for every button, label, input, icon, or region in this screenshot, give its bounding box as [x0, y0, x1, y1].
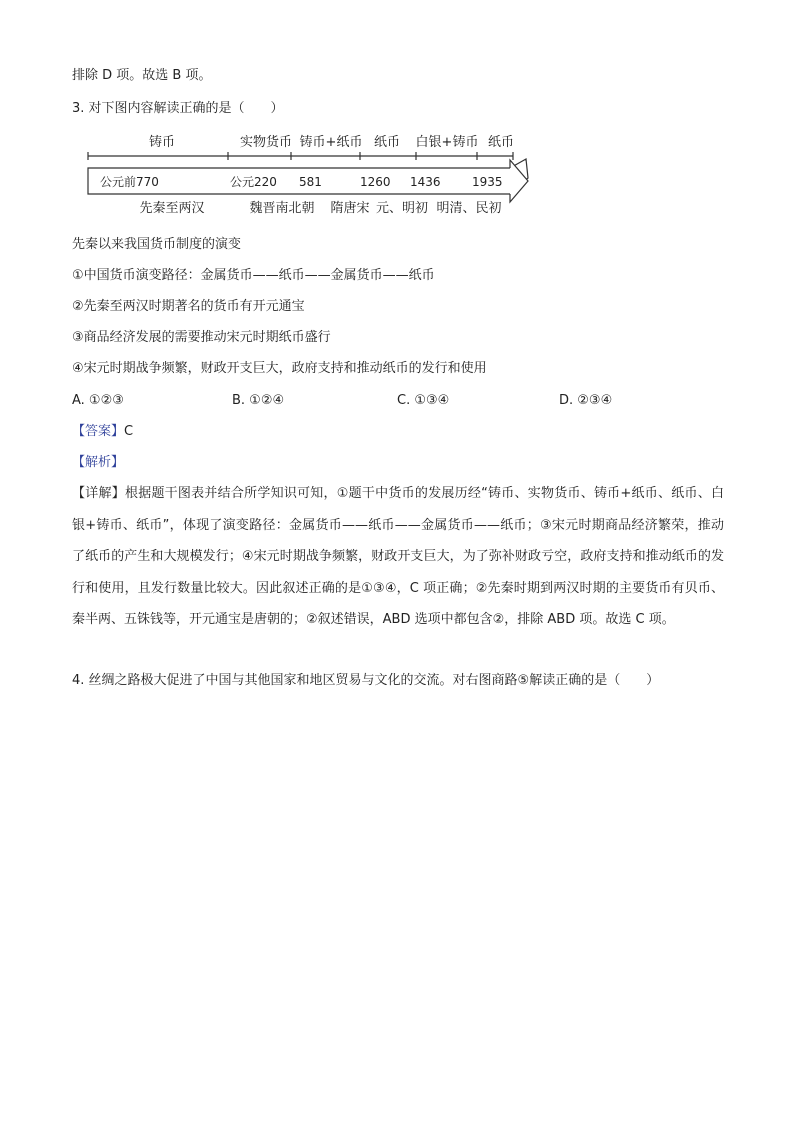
timeline-arrow-head [510, 160, 528, 202]
period-label: 隋唐宋 [330, 201, 370, 216]
option-b: B. ①②④ [232, 393, 285, 408]
period-label: 明清、民初 [436, 201, 502, 216]
previous-answer-tail: 排除 D 项。故选 B 项。 [72, 68, 212, 83]
year-label: 公元220 [230, 175, 277, 189]
currency-label: 实物货币 [239, 135, 293, 150]
period-label: 元、明初 [375, 201, 429, 216]
option-a: A. ①②③ [72, 393, 124, 408]
currency-label: 纸币 [487, 135, 515, 150]
detail-text: 根据题干图表并结合所学知识可知，①题干中货币的发展历经“铸币、实物货币、铸币+纸币、纸币、白银+铸币、纸币”，体现了演变路径：金属货币——纸币——金属货币——纸币；③宋元时期商品经济繁荣，推动了纸币的产生和大规模发行；④宋元时期战争频繁，财政开支巨大，为了弥补财政亏空，政府支持和推动纸币的发行和使用，且发行数量比较大。因此叙述正确的是①③④，C 项正确；②先秦时期到两汉时期的主要货币有贝币、秦半两、五铢钱等，开元通宝是唐朝的；②叙述错误，ABD 选项中都包含②，排除 ABD 项。故选 C 项。 [72, 486, 724, 627]
statement-1: ①中国货币演变路径：金属货币——纸币——金属货币——纸币 [72, 268, 435, 283]
figure-caption: 先秦以来我国货币制度的演变 [72, 237, 242, 252]
year-label: 1436 [410, 175, 441, 189]
question-3-stem: 3. 对下图内容解读正确的是（ ） [72, 101, 284, 116]
currency-label: 纸币 [373, 135, 401, 150]
year-label: 公元前770 [100, 175, 159, 189]
currency-timeline-figure [80, 128, 550, 218]
currency-label: 铸币+纸币 [299, 135, 363, 150]
period-label: 先秦至两汉 [139, 201, 205, 216]
currency-label: 白银+铸币 [415, 135, 479, 150]
currency-label: 铸币 [148, 135, 176, 150]
question-4-stem: 4. 丝绸之路极大促进了中国与其他国家和地区贸易与文化的交流。对右图商路⑤解读正确的是（ ） [72, 673, 660, 688]
answer-value: C [124, 424, 134, 439]
answer-row [72, 423, 133, 441]
statement-3: ③商品经济发展的需要推动宋元时期纸币盛行 [72, 330, 331, 345]
option-d: D. ②③④ [559, 393, 613, 408]
answer-label: 【答案】 [72, 424, 125, 439]
year-label: 1260 [360, 175, 391, 189]
detail-paragraph [72, 478, 724, 636]
statement-4: ④宋元时期战争频繁，财政开支巨大，政府支持和推动纸币的发行和使用 [72, 361, 487, 376]
year-label: 581 [299, 175, 322, 189]
year-label: 1935 [472, 175, 503, 189]
analysis-label: 【解析】 [72, 455, 125, 470]
option-c: C. ①③④ [397, 393, 450, 408]
detail-label: 【详解】 [72, 486, 125, 501]
period-label: 魏晋南北朝 [249, 201, 315, 216]
statement-2: ②先秦至两汉时期著名的货币有开元通宝 [72, 299, 305, 314]
